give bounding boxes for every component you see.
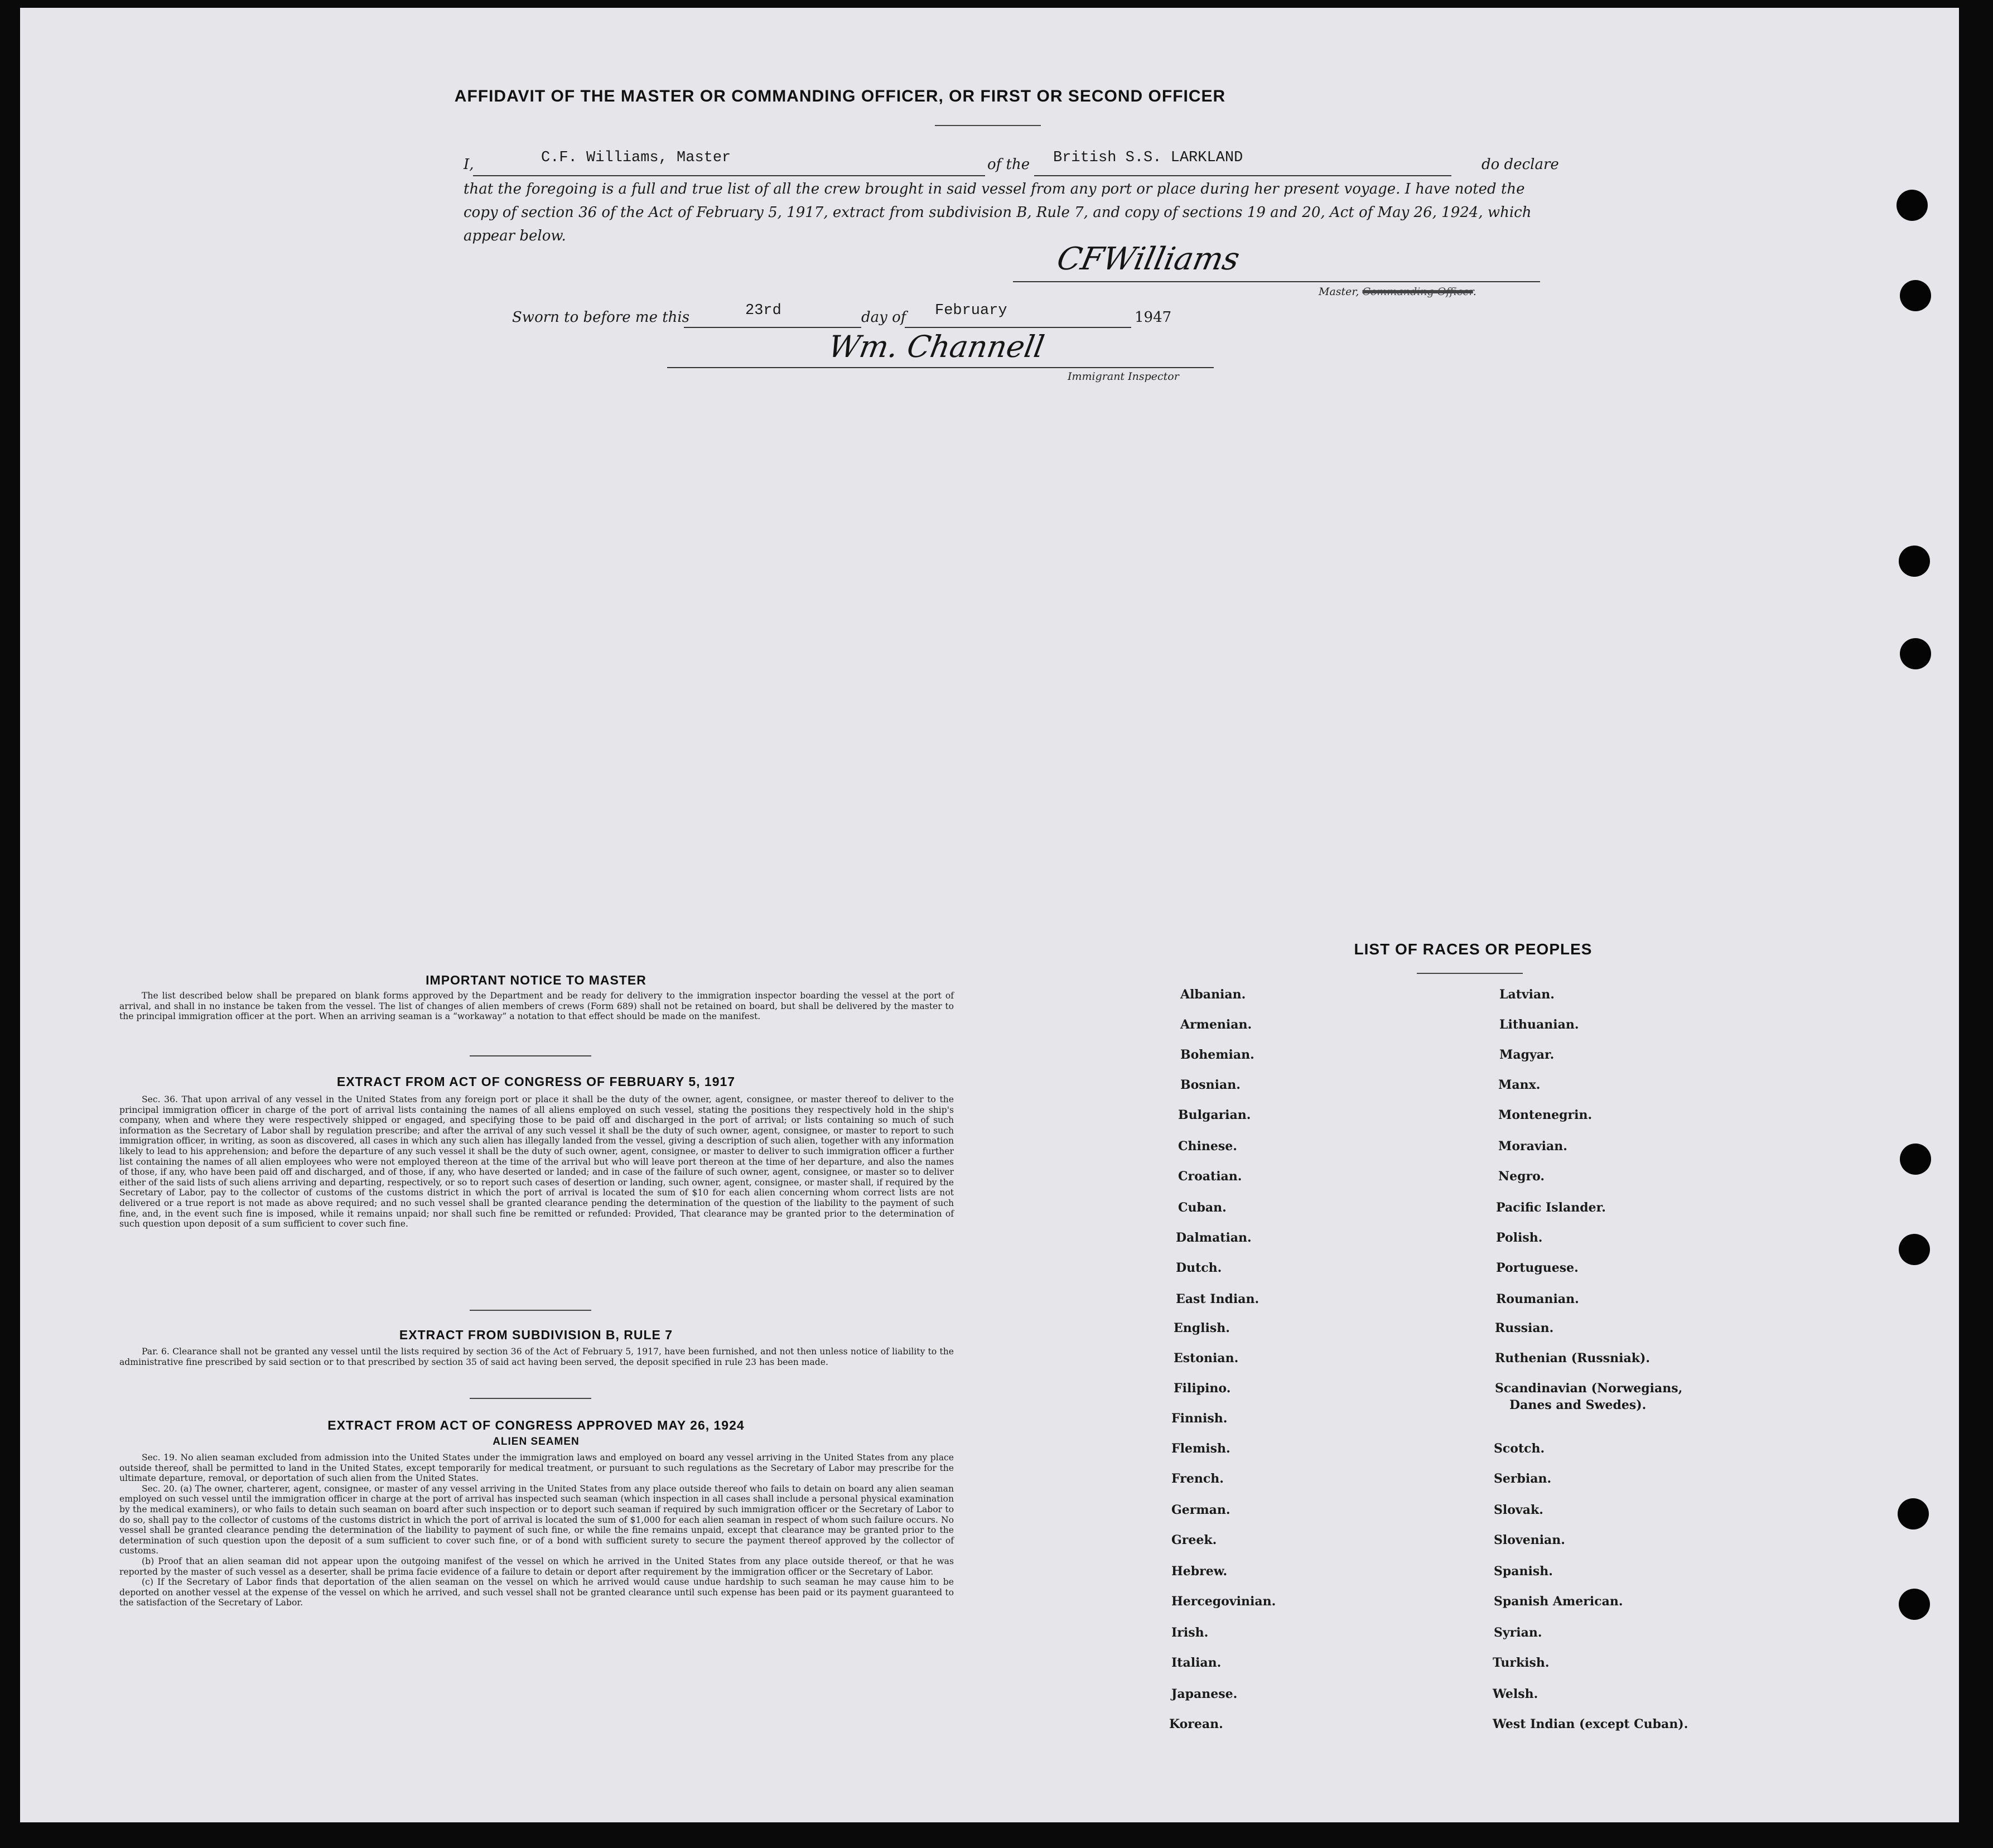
race-item: Latvian.: [1499, 987, 1555, 1002]
race-item: Estonian.: [1174, 1351, 1239, 1366]
race-item: Slovenian.: [1494, 1533, 1565, 1547]
race-item: Italian.: [1171, 1656, 1222, 1670]
inspector-signature: Wm. Channell: [826, 329, 1047, 364]
inspector-signature-line: [667, 367, 1214, 368]
binder-hole: [1899, 546, 1930, 577]
race-item: Chinese.: [1178, 1139, 1237, 1154]
sworn-month: February: [935, 302, 1007, 319]
affidavit-of-the: of the: [987, 156, 1030, 173]
binder-hole: [1899, 1234, 1930, 1265]
binder-hole: [1900, 1143, 1931, 1175]
extract-1917-title: EXTRACT FROM ACT OF CONGRESS OF FEBRUARY 5, 1917: [336, 1074, 736, 1089]
race-item: Finnish.: [1171, 1411, 1228, 1426]
extract-1924-text: [119, 1453, 954, 1608]
vessel-name-typed: British S.S. LARKLAND: [1053, 149, 1243, 166]
race-item: Croatian.: [1178, 1169, 1242, 1184]
race-item: Manx.: [1498, 1078, 1541, 1092]
binder-hole: [1899, 1589, 1930, 1620]
affidavit-i-label: I,: [464, 156, 474, 173]
extract-1924-subtitle: ALIEN SEAMEN: [493, 1436, 580, 1447]
race-item: East Indian.: [1176, 1292, 1260, 1306]
race-item: French.: [1171, 1471, 1224, 1486]
race-item: Bosnian.: [1180, 1078, 1241, 1092]
race-item: Russian.: [1495, 1321, 1554, 1335]
race-item: Danes and Swedes).: [1509, 1398, 1647, 1412]
race-item: German.: [1171, 1503, 1230, 1517]
race-item: Negro.: [1498, 1169, 1545, 1184]
notice-text: The list described below shall be prepared on blank forms approved by the Department and be ready for delivery to the immigration inspector boarding the vessel at the port of arrival, and shall in no instance be taken from the vessel. The list of changes of alien members of crews (Form 689) shall not be retained on board, but shall be delivered by the master to the principal immigration officer at the port. When an arriving seaman is a “workaway” a notation to that effect should be made on the manifest.: [119, 991, 954, 1022]
master-caption-struck: Commanding Officer: [1362, 286, 1473, 298]
race-item: Serbian.: [1494, 1471, 1552, 1486]
sworn-label: Sworn to before me this: [512, 309, 690, 326]
notice-title: IMPORTANT NOTICE TO MASTER: [426, 973, 646, 987]
race-item: Hebrew.: [1171, 1564, 1228, 1579]
section-divider: [470, 1055, 591, 1056]
race-item: Filipino.: [1174, 1381, 1231, 1396]
master-caption: Master, Commanding Officer.: [1319, 286, 1476, 298]
section-divider: [470, 1398, 591, 1399]
race-item: Pacific Islander.: [1496, 1200, 1606, 1215]
race-item: Japanese.: [1171, 1687, 1238, 1701]
race-item: Turkish.: [1493, 1656, 1550, 1670]
master-signature-line: [1013, 281, 1540, 282]
race-item: Roumanian.: [1496, 1292, 1579, 1306]
extract-1924-title: EXTRACT FROM ACT OF CONGRESS APPROVED MAY 26, 1924: [327, 1418, 745, 1432]
affidavit-line-3: copy of section 36 of the Act of February 5, 1917, extract from subdivision B, Rule 7, and copy of sections 19 and 20, Act of May 26, 1924, which: [464, 204, 1532, 221]
race-item: Scandinavian (Norwegians,: [1495, 1381, 1683, 1396]
race-item: Greek.: [1171, 1533, 1217, 1547]
race-item: Moravian.: [1498, 1139, 1567, 1154]
document-page: [20, 8, 1959, 1822]
race-item: Lithuanian.: [1499, 1017, 1579, 1032]
race-item: Spanish.: [1494, 1564, 1553, 1579]
race-item: Bohemian.: [1180, 1048, 1254, 1062]
races-divider: [1417, 973, 1523, 974]
race-item: Spanish American.: [1494, 1594, 1623, 1609]
binder-hole: [1900, 638, 1931, 669]
sec-20b-text: (b) Proof that an alien seaman did not appear upon the outgoing manifest of the vessel on which he arrived in the United States from any place outside thereof, or that he was reported by the master of such vessel as a deserter, shall be prima facie evidence of a failure to detain or deport after requirement by the immigration officer or the Secretary of Labor.: [119, 1556, 954, 1577]
race-item: Montenegrin.: [1498, 1108, 1593, 1122]
sworn-day: 23rd: [745, 302, 781, 319]
race-item: Bulgarian.: [1178, 1108, 1251, 1122]
races-title: LIST OF RACES OR PEOPLES: [1354, 940, 1593, 958]
extract-1917-text: Sec. 36. That upon arrival of any vessel in the United States from any foreign port or place it shall be the duty of the owner, agent, consignee, or master thereof to deliver to the principal immigration officer in charge of the port of arrival lists containing the names of all aliens employed on such vessel, stating the positions they respectively hold in the ship's company, when and where they were respectively shipped or engaged, and specifying those to be paid off and discharged in the port of arrival; or lists containing so much of such information as the Secretary of Labor shall by regulation prescribe; and after the arrival of any such vessel it shall be the duty of such owner, agent, consignee, or master to report to such immigration officer, in writing, as soon as discovered, all cases in which any such alien has illegally landed from the vessel, giving a description of such alien, together with any information likely to lead to his apprehension; and before the departure of any such vessel it shall be the duty of such owner, agent, consignee, or master to deliver to such immigration officer a further list containing the names of all alien employees who were not employed thereon at the time of the arrival but who will leave port thereon at the time of her departure, and also the names of those, if any, who have been paid off and discharged, and of those, if any, who have deserted or landed; and in case of the failure of such owner, agent, consignee, or master so to deliver either of the said lists of such aliens arriving and departing, respectively, or so to report such cases of desertion or landing, such owner, agent, consignee, or master shall, if required by the Secretary of Labor, pay to the collector of customs of the customs district in which the port of arrival is located the sum of $10 for each alien concerning whom correct lists are not delivered or a true report is not made as above required; and no such vessel shall be granted clearance pending the determination of the question of the liability to the payment of such fine, and, in the event such fine is imposed, while it remains unpaid; nor shall such fine be remitted or refunded: Provided, That clearance may be granted prior to the determination of such question upon deposit of a sum sufficient to cover such fine.: [119, 1094, 954, 1229]
race-item: Magyar.: [1499, 1048, 1555, 1062]
race-item: Dalmatian.: [1176, 1231, 1252, 1245]
vessel-underline: [1034, 175, 1451, 176]
extract-rule7-text: Par. 6. Clearance shall not be granted any vessel until the lists required by section 36 of the Act of February 5, 1917, have been furnished, and not then unless notice of liability to the administrative fine prescribed by said section or to that prescribed by section 35 of said act having been served, the deposit specified in rule 23 has been made.: [119, 1347, 954, 1367]
master-caption-label: Master,: [1319, 286, 1359, 298]
race-item: Syrian.: [1494, 1625, 1542, 1640]
race-item: Albanian.: [1180, 987, 1246, 1002]
race-item: Hercegovinian.: [1171, 1594, 1276, 1609]
sworn-day-of: day of: [861, 309, 906, 326]
race-item: Cuban.: [1178, 1200, 1227, 1215]
sec-20c-text: (c) If the Secretary of Labor finds that deportation of the alien seaman on the vessel on which he arrived would cause undue hardship to such seaman he may cause him to be deported on another vessel at the expense of the vessel on which he arrived, and such vessel shall not be granted clearance until such expense has been paid or its payment guaranteed to the satisfaction of the Secretary of Labor.: [119, 1577, 954, 1608]
master-name-typed: C.F. Williams, Master: [541, 149, 731, 166]
name-underline: [473, 175, 985, 176]
race-item: Scotch.: [1494, 1441, 1545, 1456]
race-item: Flemish.: [1171, 1441, 1230, 1456]
master-signature: CFWilliams: [1054, 241, 1243, 277]
affidavit-line-2: that the foregoing is a full and true list of all the crew brought in said vessel from any port or place during her present voyage. I have noted the: [464, 181, 1525, 197]
sec-19-text: Sec. 19. No alien seaman excluded from admission into the United States under the immigration laws and employed on board any vessel arriving in the United States from any place outside thereof, shall be permitted to land in the United States, except temporarily for medical treatment, or pursuant to such regulations as the Secretary of Labor may prescribe for the ultimate departure, removal, or deportation of such alien from the United States.: [119, 1453, 954, 1484]
race-item: West Indian (except Cuban).: [1493, 1717, 1688, 1731]
binder-hole: [1900, 280, 1931, 311]
binder-hole: [1898, 1498, 1929, 1529]
affidavit-line-4: appear below.: [464, 228, 566, 244]
binder-hole: [1897, 190, 1928, 221]
race-item: English.: [1174, 1321, 1230, 1335]
title-divider: [935, 125, 1041, 126]
race-item: Dutch.: [1176, 1261, 1222, 1275]
race-item: Slovak.: [1494, 1503, 1543, 1517]
sworn-month-underline: [905, 327, 1131, 328]
sworn-year: 1947: [1135, 309, 1172, 326]
race-item: Welsh.: [1493, 1687, 1538, 1701]
extract-rule7-title: EXTRACT FROM SUBDIVISION B, RULE 7: [399, 1328, 673, 1342]
race-item: Portuguese.: [1496, 1261, 1579, 1275]
race-item: Armenian.: [1180, 1017, 1252, 1032]
sec-20a-text: Sec. 20. (a) The owner, charterer, agent, consignee, or master of any vessel arriving in the United States from any place outside thereof who fails to detain on board any alien seaman employed on such vessel until the immigration officer in charge at the port of arrival has inspected such seaman (which inspection in all cases shall include a personal physical examination by the medical examiners), or who fails to detain such seaman on board after such inspection or to deport such seaman if required by such immigration officer or the Secretary of Labor to do so, shall pay to the collector of customs of the customs district in which the port of arrival is located the sum of $1,000 for each alien seaman in respect of whom such failure occurs. No vessel shall be granted clearance pending the determination of the liability to payment of such fine, or while the fine remains unpaid, except that clearance may be granted prior to the determination of such question upon the deposit of a sum sufficient to cover such fine, or of a bond with sufficient surety to secure the payment thereof approved by the collector of customs.: [119, 1483, 954, 1556]
section-divider: [470, 1310, 591, 1311]
sworn-day-underline: [684, 327, 861, 328]
affidavit-title: AFFIDAVIT OF THE MASTER OR COMMANDING OFFICER, OR FIRST OR SECOND OFFICER: [454, 87, 1226, 105]
race-item: Irish.: [1171, 1625, 1209, 1640]
race-item: Korean.: [1169, 1717, 1223, 1731]
affidavit-do-declare: do declare: [1482, 156, 1559, 173]
inspector-caption: Immigrant Inspector: [1068, 370, 1179, 383]
race-item: Ruthenian (Russniak).: [1495, 1351, 1651, 1366]
race-item: Polish.: [1496, 1231, 1543, 1245]
